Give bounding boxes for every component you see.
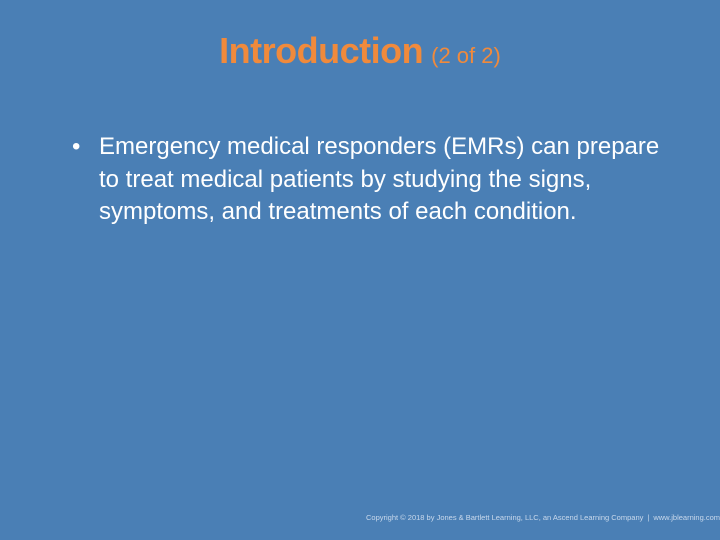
copyright-footer	[366, 513, 720, 522]
slide-title	[0, 30, 720, 72]
website-text: www.jblearning.com	[653, 513, 720, 522]
slide-title-subtitle: (2 of 2)	[431, 43, 501, 68]
bullet-marker: •	[72, 133, 81, 160]
bullet-list	[72, 131, 672, 229]
footer-separator: |	[647, 513, 650, 522]
bullet-item	[72, 131, 672, 229]
bullet-text: Emergency medical responders (EMRs) can prepare to treat medical patients by studying the signs, symptoms, and treatments of each condition.	[99, 133, 660, 225]
slide-title-main: Introduction	[219, 30, 424, 71]
copyright-text: Copyright © 2018 by Jones & Bartlett Learning, LLC, an Ascend Learning Company	[366, 513, 644, 522]
